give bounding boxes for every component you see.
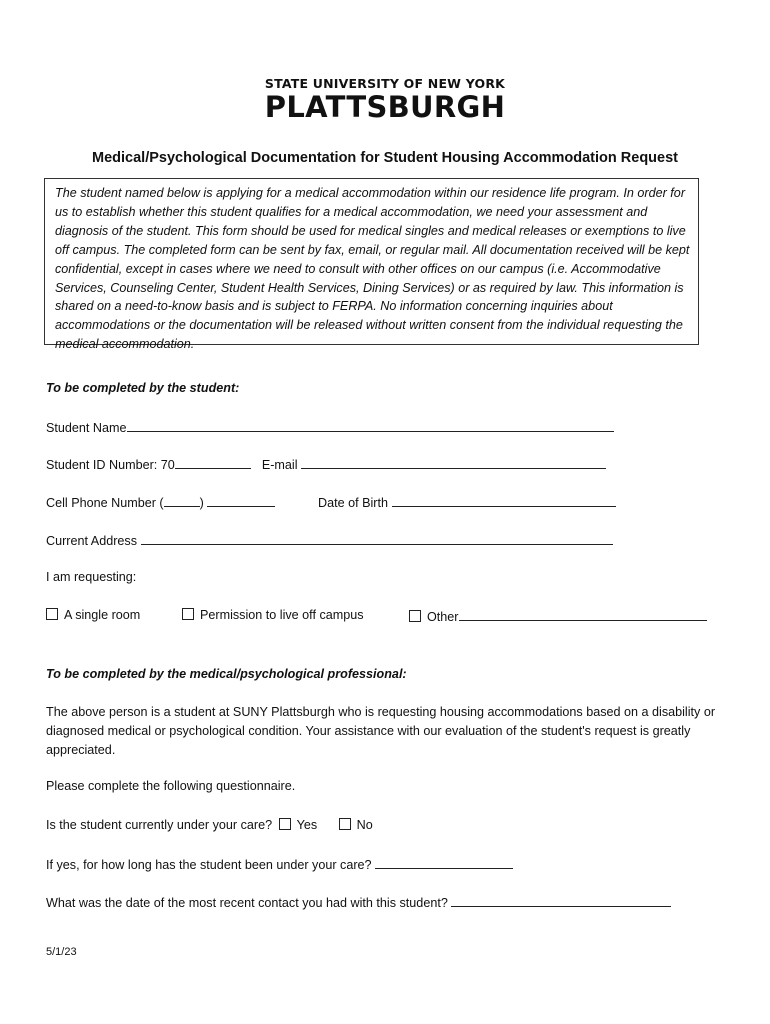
cell-phone-label: Cell Phone Number ( (46, 496, 164, 510)
professional-section-heading: To be completed by the medical/psychological professional: (46, 667, 407, 681)
off-campus-checkbox[interactable] (182, 608, 194, 620)
plattsburgh-logo (0, 76, 770, 122)
footer-date: 5/1/23 (46, 946, 77, 958)
other-field[interactable] (459, 608, 707, 621)
address-row (46, 532, 613, 548)
single-room-label: A single room (64, 608, 141, 622)
under-care-row (46, 818, 373, 832)
under-care-question: Is the student currently under your care? (46, 818, 273, 832)
notice-box: The student named below is applying for a medical accommodation within our residence life program. In order for us to establish whether this student qualifies for a medical accommodation, we need your assessment and diagnosis of the student. This form should be used for medical singles and medical releases or exemptions to live off campus. The completed form can be sent by fax, email, or regular mail. All documentation received will be kept confidential, except in cases where we need to consult with other offices on our campus (i.e. Accommodative Services, Counseling Center, Student Health Services, Dining Services) or as required by law. This information is shared on a need-to-know basis and is subject to FERPA. No information concerning inquiries about accommodations or the documentation will be released without written consent from the individual requesting the medical accommodation. (44, 178, 699, 345)
form-title: Medical/Psychological Documentation for Student Housing Accommodation Request (92, 150, 678, 166)
student-id-row (46, 456, 606, 472)
student-id-label: Student ID Number: 70 (46, 458, 175, 472)
cell-phone-row (46, 494, 275, 510)
logo-main-text: PLATTSBURGH (264, 90, 506, 124)
address-field[interactable] (141, 532, 613, 545)
email-label: E-mail (261, 458, 298, 472)
requesting-label: I am requesting: (46, 570, 137, 584)
cell-phone-paren: ) (199, 496, 204, 510)
option-off-campus[interactable] (182, 608, 364, 622)
email-field[interactable] (301, 456, 606, 469)
student-name-field[interactable] (127, 419, 614, 432)
how-long-field[interactable] (375, 856, 513, 869)
recent-contact-question: What was the date of the most recent contact you had with this student? (46, 896, 448, 910)
other-label: Other (427, 610, 459, 624)
option-single-room[interactable] (46, 608, 140, 622)
logo-top-text: STATE UNIVERSITY OF NEW YORK (264, 76, 506, 91)
professional-intro: The above person is a student at SUNY Plattsburgh who is requesting housing accommodations based on a disability or diagnosed medical or psychological condition. Your assistance with our evaluation of the student's request is greatly appreciated. (46, 705, 716, 757)
off-campus-label: Permission to live off campus (200, 608, 364, 622)
single-room-checkbox[interactable] (46, 608, 58, 620)
how-long-question: If yes, for how long has the student been under your care? (46, 858, 372, 872)
questionnaire-instruction: Please complete the following questionnaire. (46, 779, 296, 793)
yes-checkbox[interactable] (279, 818, 291, 830)
how-long-row (46, 856, 513, 872)
recent-contact-field[interactable] (451, 894, 671, 907)
option-other[interactable] (409, 608, 707, 624)
no-label: No (356, 818, 373, 832)
other-checkbox[interactable] (409, 610, 421, 622)
student-id-field[interactable] (175, 456, 251, 469)
cell-phone-field[interactable] (207, 494, 275, 507)
student-name-row (46, 419, 614, 435)
dob-field[interactable] (392, 494, 616, 507)
address-label: Current Address (46, 534, 137, 548)
dob-label: Date of Birth (318, 496, 388, 510)
dob-row (318, 494, 616, 510)
area-code-field[interactable] (164, 494, 200, 507)
yes-label: Yes (296, 818, 318, 832)
student-name-label: Student Name (46, 421, 127, 435)
no-checkbox[interactable] (339, 818, 351, 830)
student-section-heading: To be completed by the student: (46, 381, 240, 395)
recent-contact-row (46, 894, 671, 910)
